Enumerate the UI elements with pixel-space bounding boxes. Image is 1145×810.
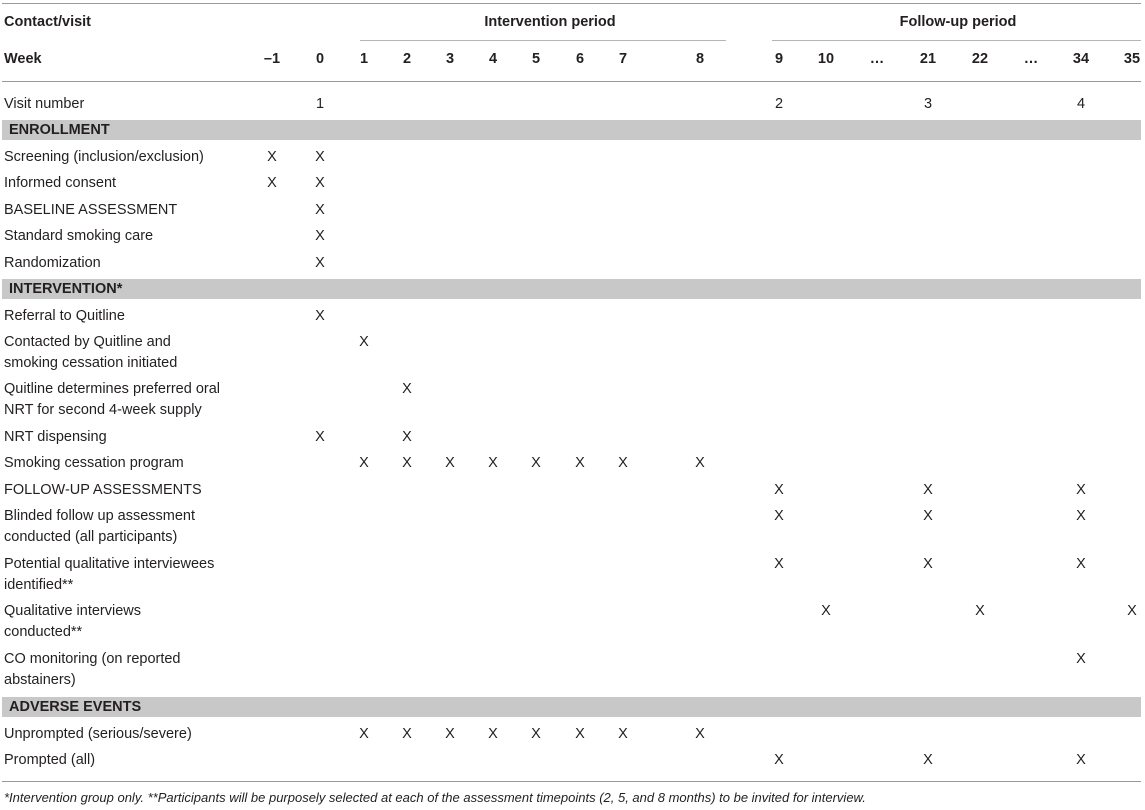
visit-number: 2	[774, 96, 784, 112]
week-col-header: 6	[575, 51, 585, 67]
schedule-mark: X	[1127, 603, 1137, 619]
schedule-mark: X	[923, 482, 933, 498]
schedule-mark: X	[315, 228, 325, 244]
schedule-mark: X	[267, 149, 277, 165]
schedule-mark: X	[359, 455, 369, 471]
row-label: Quitline determines preferred oral	[4, 381, 220, 397]
schedule-mark: X	[575, 455, 585, 471]
row-label: Smoking cessation program	[4, 455, 184, 471]
schedule-mark: X	[618, 726, 628, 742]
week-col-header: 2	[402, 51, 412, 67]
row-label: smoking cessation initiated	[4, 355, 178, 371]
schedule-mark: X	[267, 175, 277, 191]
schedule-mark: X	[488, 455, 498, 471]
visit-number: 1	[315, 96, 325, 112]
schedule-mark: X	[402, 726, 412, 742]
bottom-rule	[2, 781, 1141, 782]
row-label: Standard smoking care	[4, 228, 154, 244]
schedule-mark: X	[315, 308, 325, 324]
schedule-mark: X	[315, 202, 325, 218]
section-title: ADVERSE EVENTS	[9, 699, 142, 715]
schedule-mark: X	[774, 556, 784, 572]
schedule-mark: X	[618, 455, 628, 471]
schedule-mark: X	[695, 726, 705, 742]
schedule-mark: X	[445, 726, 455, 742]
row-label: Qualitative interviews	[4, 603, 141, 619]
schedule-mark: X	[575, 726, 585, 742]
schedule-mark: X	[315, 255, 325, 271]
schedule-mark: X	[488, 726, 498, 742]
week-col-header: 35	[1123, 51, 1141, 67]
schedule-mark: X	[315, 149, 325, 165]
schedule-mark: X	[1076, 752, 1086, 768]
week-col-header: 5	[531, 51, 541, 67]
schedule-mark: X	[1076, 651, 1086, 667]
row-label: Unprompted (serious/severe)	[4, 726, 192, 742]
followup-span-rule	[772, 40, 1141, 41]
week-col-header: 21	[919, 51, 937, 67]
header-rule	[2, 81, 1141, 82]
row-label: conducted (all participants)	[4, 529, 178, 545]
week-col-header: 34	[1072, 51, 1090, 67]
week-col-header: 9	[774, 51, 784, 67]
schedule-mark: X	[531, 726, 541, 742]
week-col-header: 8	[695, 51, 705, 67]
schedule-mark: X	[1076, 482, 1086, 498]
visit-number: 3	[923, 96, 933, 112]
row-label: Blinded follow up assessment	[4, 508, 196, 524]
row-label: Screening (inclusion/exclusion)	[4, 149, 204, 165]
row-label: NRT dispensing	[4, 429, 107, 445]
schedule-mark: X	[923, 556, 933, 572]
row-label: Referral to Quitline	[4, 308, 125, 324]
schedule-mark: X	[923, 508, 933, 524]
schedule-mark: X	[402, 429, 412, 445]
schedule-mark: X	[774, 508, 784, 524]
footnote: *Intervention group only. **Participants will be purposely selected at each of the assessment timepoints (2, 5, and 8 months) to be invited for interview.	[4, 790, 866, 805]
row-label: identified**	[4, 577, 74, 593]
row-label: FOLLOW-UP ASSESSMENTS	[4, 482, 202, 498]
section-header	[2, 279, 1141, 299]
row-label: NRT for second 4-week supply	[4, 402, 202, 418]
schedule-mark: X	[359, 726, 369, 742]
intervention-span-rule	[360, 40, 726, 41]
section-title: ENROLLMENT	[9, 122, 110, 138]
week-col-header: 0	[315, 51, 325, 67]
schedule-mark: X	[315, 175, 325, 191]
week-header: Week	[4, 51, 42, 67]
schedule-mark: X	[531, 455, 541, 471]
schedule-mark: X	[1076, 556, 1086, 572]
week-col-header: …	[1023, 51, 1039, 67]
week-col-header: …	[869, 51, 885, 67]
followup-period-header: Follow-up period	[899, 14, 1017, 30]
schedule-mark: X	[359, 334, 369, 350]
visit-number: 4	[1076, 96, 1086, 112]
schedule-mark: X	[315, 429, 325, 445]
intervention-period-header: Intervention period	[484, 14, 616, 30]
week-col-header: 7	[618, 51, 628, 67]
schedule-mark: X	[774, 752, 784, 768]
schedule-mark: X	[402, 455, 412, 471]
schedule-mark: X	[695, 455, 705, 471]
section-header	[2, 120, 1141, 140]
section-header	[2, 697, 1141, 717]
week-col-header: 3	[445, 51, 455, 67]
row-label: Informed consent	[4, 175, 117, 191]
schedule-mark: X	[445, 455, 455, 471]
row-label: Potential qualitative interviewees	[4, 556, 215, 572]
contact-visit-header: Contact/visit	[4, 14, 92, 30]
row-label: BASELINE ASSESSMENT	[4, 202, 178, 218]
row-label: Randomization	[4, 255, 101, 271]
schedule-mark: X	[821, 603, 831, 619]
visit-number-label: Visit number	[4, 96, 85, 112]
schedule-mark: X	[774, 482, 784, 498]
week-col-header: –1	[263, 51, 281, 67]
row-label: conducted**	[4, 624, 83, 640]
row-label: Prompted (all)	[4, 752, 96, 768]
week-col-header: 4	[488, 51, 498, 67]
schedule-mark: X	[402, 381, 412, 397]
schedule-mark: X	[1076, 508, 1086, 524]
week-col-header: 10	[817, 51, 835, 67]
row-label: CO monitoring (on reported	[4, 651, 181, 667]
row-label: abstainers)	[4, 672, 76, 688]
schedule-mark: X	[923, 752, 933, 768]
top-rule	[2, 3, 1141, 4]
section-title: INTERVENTION*	[9, 281, 123, 297]
schedule-mark: X	[975, 603, 985, 619]
week-col-header: 1	[359, 51, 369, 67]
row-label: Contacted by Quitline and	[4, 334, 171, 350]
week-col-header: 22	[971, 51, 989, 67]
